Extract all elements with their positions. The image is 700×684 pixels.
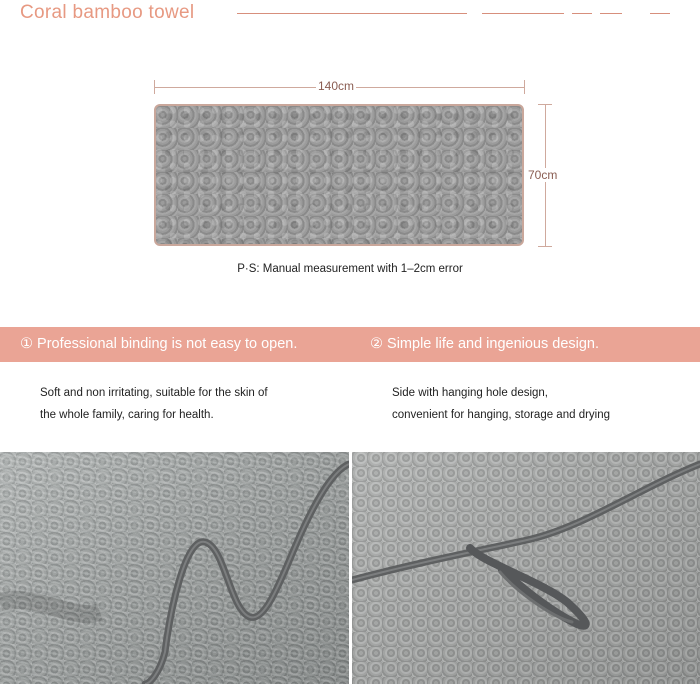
hanging-loop-illustration [352, 452, 700, 684]
page-title: Coral bamboo towel [20, 2, 195, 23]
width-dimension-tick [524, 80, 525, 94]
header-divider-dash [650, 13, 670, 14]
feature-2-line-2: convenient for hanging, storage and drying [392, 409, 611, 421]
width-label: 140cm [318, 79, 355, 93]
hanging-loop-photo [352, 452, 700, 684]
feature-1-line-2: the whole family, caring for health. [40, 409, 214, 421]
banner-feature-2: ② Simple life and ingenious design. [370, 336, 600, 352]
height-dimension-tick [538, 246, 552, 247]
height-label: 70cm [528, 168, 558, 182]
header-divider-dash [600, 13, 622, 14]
measurement-note: P·S: Manual measurement with 1–2cm error [237, 263, 463, 275]
header-divider-dash [482, 13, 564, 14]
banner-feature-1: ① Professional binding is not easy to open. [20, 336, 298, 352]
binding-edge-illustration [0, 452, 349, 684]
feature-2-description [392, 382, 610, 426]
feature-2-line-1: Side with hanging hole design, [392, 387, 549, 399]
header-divider-dash [572, 13, 592, 14]
feature-1-description [40, 382, 268, 426]
binding-closeup-photo [0, 452, 349, 684]
towel-image [154, 104, 524, 246]
feature-1-line-1: Soft and non irritating, suitable for the skin of [40, 387, 268, 399]
header-divider [237, 13, 467, 14]
feature-banner [0, 327, 700, 362]
